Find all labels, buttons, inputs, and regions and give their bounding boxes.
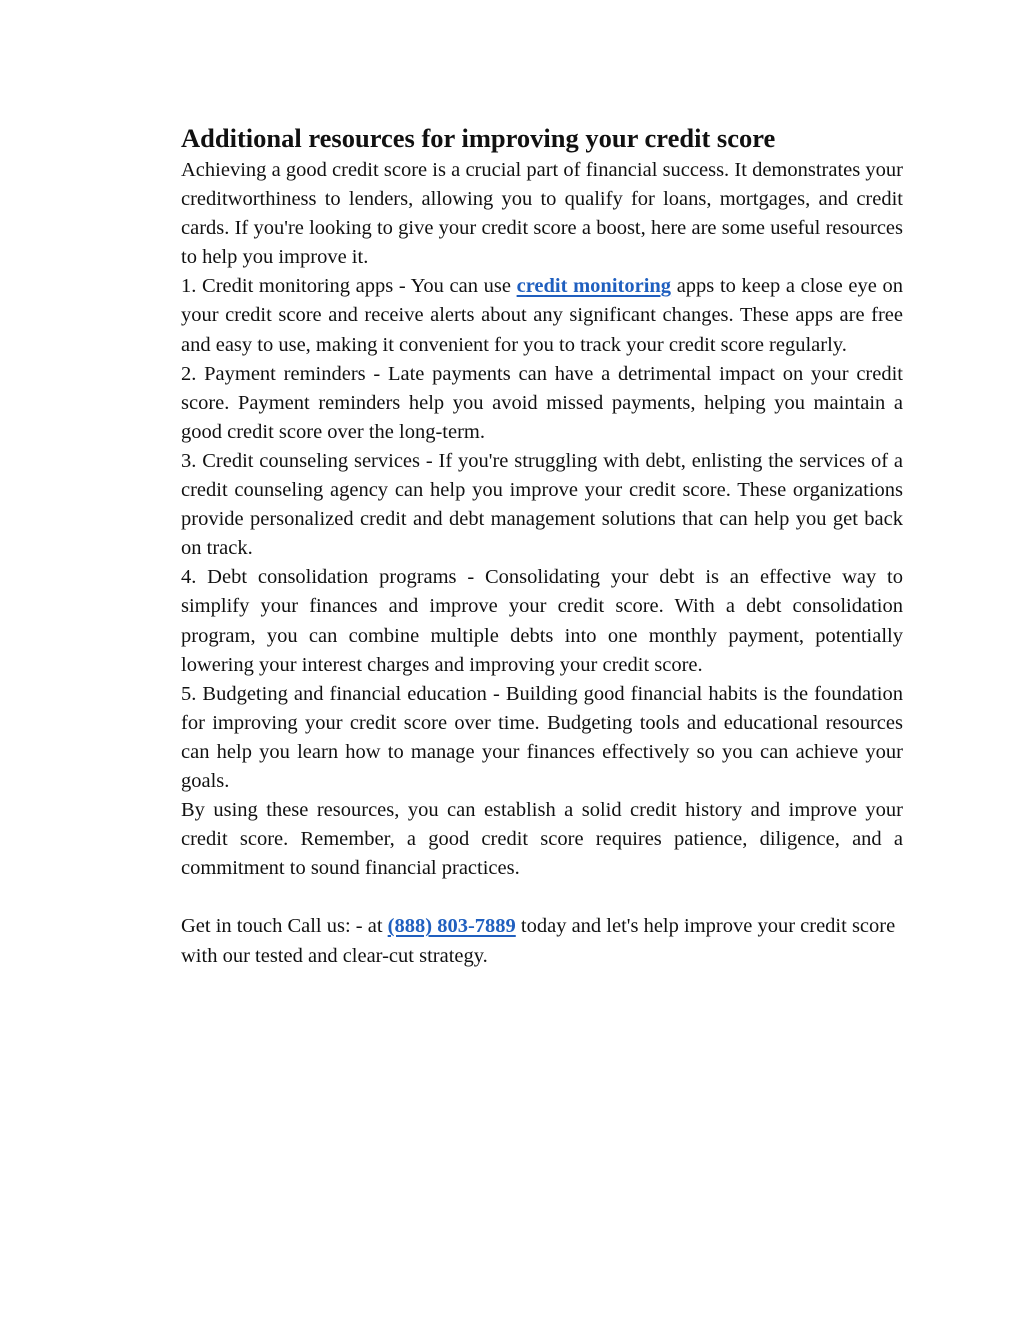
resource-item-debt-consolidation: 4. Debt consolidation programs - Consolidating your debt is an effective way to simplify your finances and improve your credit score. With a debt consolidation program, you can combine multiple debts into one monthly payment, potentially lowering your interest charges and improving your credit score. bbox=[181, 566, 903, 676]
phone-number-link[interactable]: (888) 803-7889 bbox=[387, 915, 516, 938]
credit-monitoring-link[interactable]: credit monitoring bbox=[516, 275, 672, 298]
resource-item-budgeting: 5. Budgeting and financial education - Building good financial habits is the foundation for improving your credit score over time. Budgeting tools and educational resources can help you learn how to manage your finances effectively so you can achieve your goals. bbox=[181, 682, 903, 792]
resource-item-credit-counseling: 3. Credit counseling services - If you're struggling with debt, enlisting the services of a credit counseling agency can help you improve your credit score. These organizations provide personalized credit and debt management solutions that can help you get back on track. bbox=[181, 449, 903, 560]
resource-item-text: apps to keep a close eye on your credit score and receive alerts about any significant changes. These apps are free and easy to use, making it convenient for you to track your credit score regularly. bbox=[181, 275, 904, 356]
conclusion-paragraph: By using these resources, you can establish a solid credit history and improve your credit score. Remember, a good credit score requires patience, diligence, and a commitment to sound financial practices. bbox=[181, 799, 903, 880]
resource-item-credit-monitoring bbox=[181, 272, 903, 359]
resource-item-text: 1. Credit monitoring apps - You can use bbox=[181, 275, 517, 298]
document-title: Additional resources for improving your credit score bbox=[181, 123, 776, 153]
contact-text: Get in touch Call us: - at bbox=[181, 915, 388, 938]
paragraph-spacer bbox=[181, 883, 903, 912]
intro-paragraph: Achieving a good credit score is a crucial part of financial success. It demonstrates your creditworthiness to lenders, allowing you to qualify for loans, mortgages, and credit cards. If you're looking to give your credit score a boost, here are some useful resources to help you improve it. bbox=[181, 159, 903, 269]
document-page bbox=[181, 120, 903, 971]
resource-item-payment-reminders: 2. Payment reminders - Late payments can have a detrimental impact on your credit score. Payment reminders help you avoid missed payments, helping you maintain a good credit score over the long-term. bbox=[181, 362, 903, 443]
contact-paragraph bbox=[181, 912, 903, 970]
contact-text: today and let's help improve your credit score with our tested and clear-cut strategy. bbox=[181, 915, 896, 967]
